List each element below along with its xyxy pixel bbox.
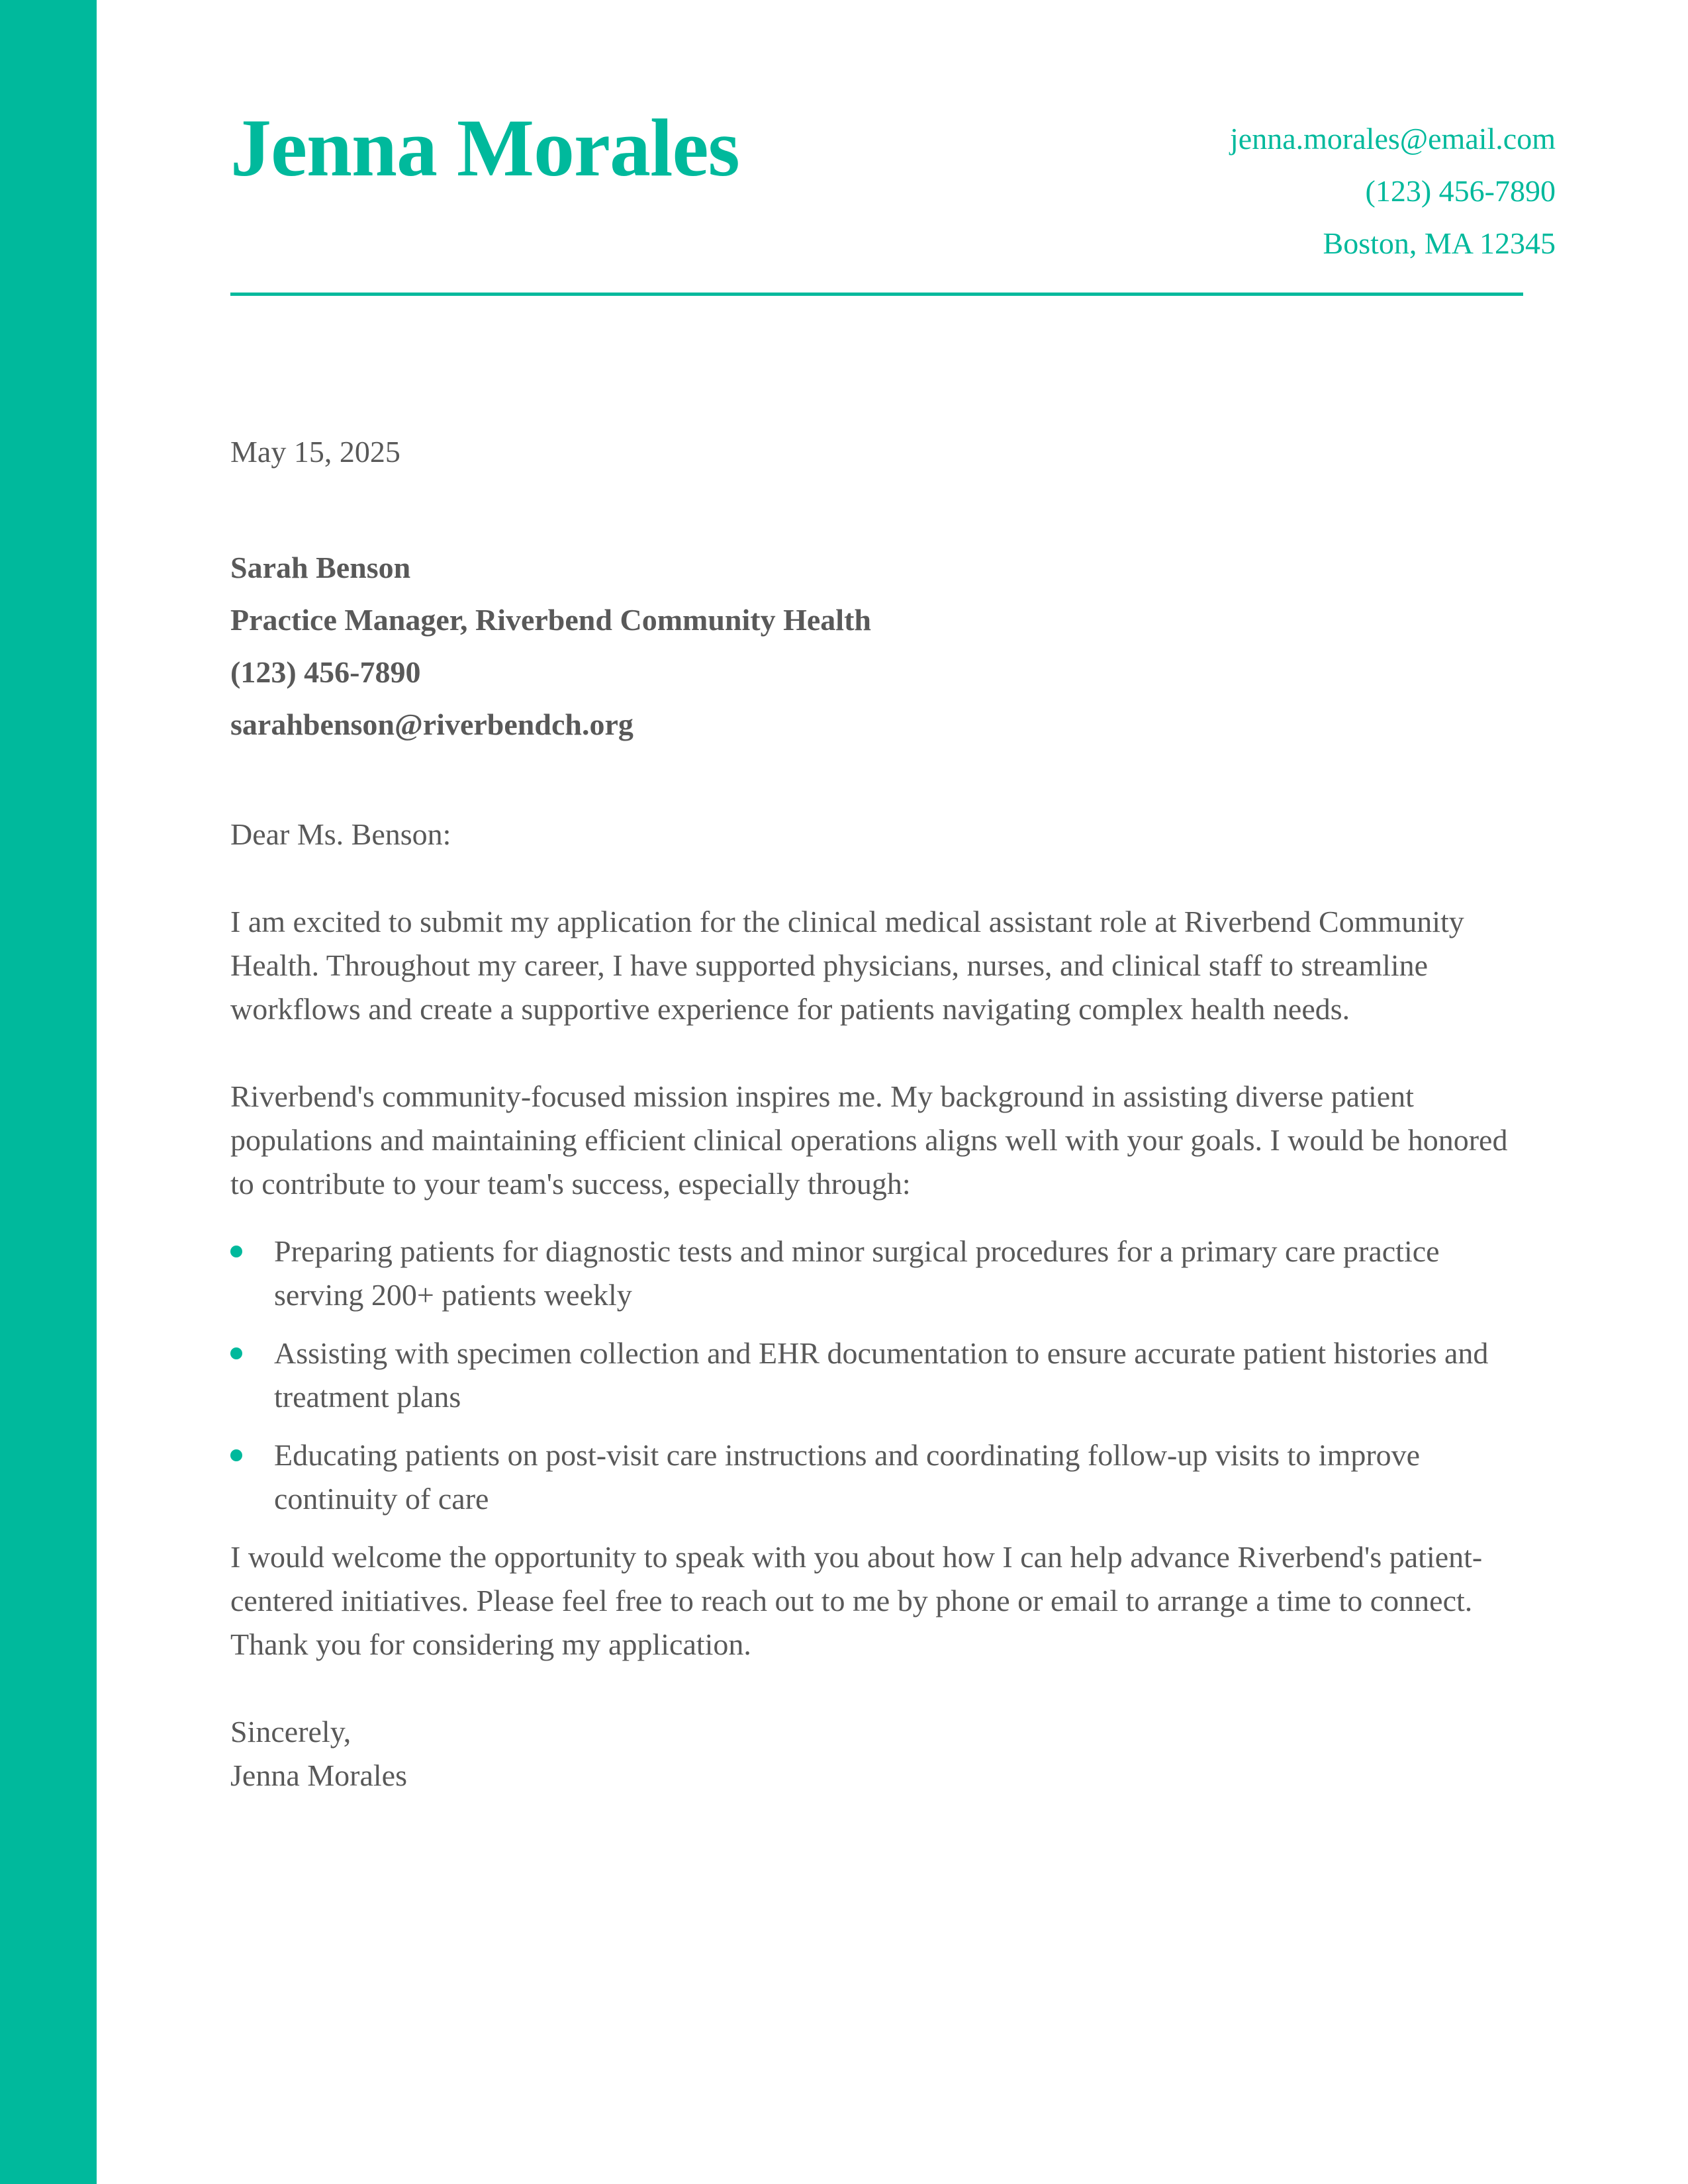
sender-email: jenna.morales@email.com: [1230, 122, 1556, 156]
sender-contact-block: [1230, 113, 1556, 269]
accent-sidebar-bar: [0, 0, 97, 2184]
bullet-icon: [230, 1246, 242, 1257]
sender-name: Jenna Morales: [230, 103, 739, 193]
signature-name: Jenna Morales: [230, 1758, 407, 1792]
recipient-block: [230, 541, 871, 751]
sender-phone: (123) 456-7890: [1365, 174, 1556, 208]
bullet-icon: [230, 1347, 242, 1359]
list-item-text: Educating patients on post-visit care instructions and coordinating follow-up visits to improve continuity of care: [274, 1438, 1421, 1516]
list-item: [230, 1230, 1528, 1317]
recipient-phone: (123) 456-7890: [230, 655, 421, 689]
header-divider: [230, 293, 1523, 296]
sender-location: Boston, MA 12345: [1323, 226, 1556, 260]
paragraph-closing: I would welcome the opportunity to speak with you about how I can help advance Riverbend's patient-centered initiatives. Please feel free to reach out to me by phone or email to arrange a time to connect. Thank you for considering my application.: [230, 1540, 1483, 1661]
list-item: [230, 1433, 1528, 1521]
salutation: Dear Ms. Benson:: [230, 817, 451, 851]
recipient-title: Practice Manager, Riverbend Community Health: [230, 603, 871, 637]
paragraph-mission: Riverbend's community-focused mission inspires me. My background in assisting diverse patient populations and maintaining efficient clinical operations aligns well with your goals. I would be honored to contribute to your team's success, especially through:: [230, 1079, 1508, 1201]
list-item: [230, 1332, 1528, 1419]
paragraph-intro: I am excited to submit my application for the clinical medical assistant role at Riverbend Community Health. Throughout my career, I have supported physicians, nurses, and clinical staff to streamline workflows and create a supportive experience for patients navigating complex health needs.: [230, 905, 1464, 1026]
list-item-text: Assisting with specimen collection and EHR documentation to ensure accurate patient histories and treatment plans: [274, 1336, 1489, 1414]
cover-letter-page: [230, 0, 1556, 1792]
recipient-email: sarahbenson@riverbendch.org: [230, 707, 633, 741]
letter-body: [230, 813, 1528, 1797]
closing-phrase: Sincerely,: [230, 1715, 352, 1749]
qualifications-list: [230, 1230, 1528, 1521]
letter-header: [230, 0, 1556, 296]
recipient-name: Sarah Benson: [230, 551, 411, 584]
bullet-icon: [230, 1449, 242, 1461]
letter-date: May 15, 2025: [230, 435, 400, 469]
list-item-text: Preparing patients for diagnostic tests and minor surgical procedures for a primary care practice serving 200+ patients weekly: [274, 1234, 1440, 1312]
